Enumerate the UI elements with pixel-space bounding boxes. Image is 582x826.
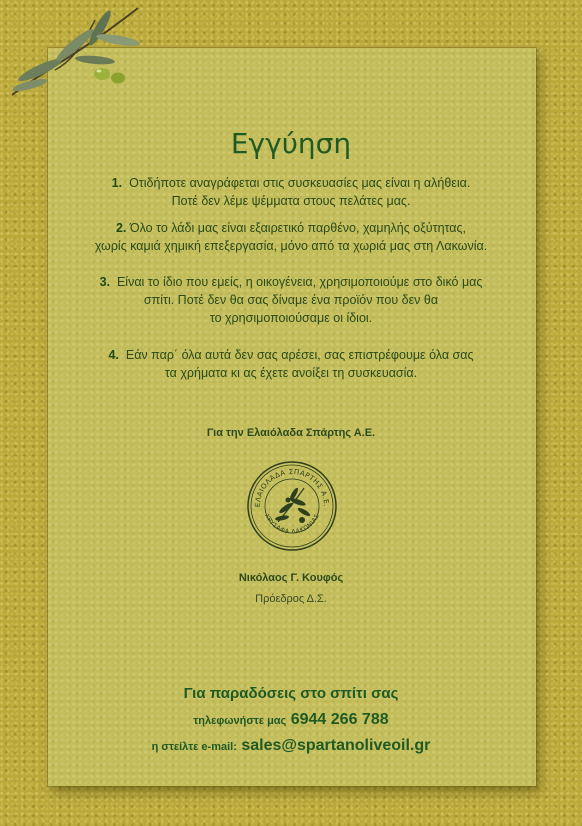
guarantee-item-3: [60, 273, 522, 327]
phone-number[interactable]: 6944 266 788: [290, 711, 389, 728]
item-text: Ποτέ δεν λέμε ψέμματα στους πελάτες μας.: [171, 194, 411, 208]
signer-name: Νικόλαος Γ. Κουφός: [238, 572, 344, 584]
page-title: Εγγύηση: [230, 127, 352, 160]
item-text: τα χρήματα κι ας έχετε ανοίξει τη συσκευασία.: [164, 366, 418, 380]
item-text: Όλο το λάδι μας είναι εξαιρετικό παρθένο, χαμηλής οξύτητας,: [129, 221, 467, 235]
item-text: Είναι το ίδιο που εμείς, η οικογένεια, χρησιμοποιούμε στο δικό μας: [116, 275, 483, 289]
guarantee-item-2: [60, 219, 522, 255]
olive-seal-icon: [246, 460, 338, 552]
item-text: Οτιδήποτε αναγράφεται στις συσκευασίες μας είναι η αλήθεια.: [129, 176, 471, 190]
item-text: Εάν παρ΄ όλα αυτά δεν σας αρέσει, σας επιστρέφουμε όλα σας: [125, 348, 474, 362]
signature-on-behalf: Για την Ελαιόλαδα Σπάρτης Α.Ε.: [206, 427, 376, 439]
guarantee-item-line: [60, 219, 522, 237]
item-number: 2.: [115, 221, 127, 235]
item-number: 1.: [111, 176, 123, 190]
item-text: χωρίς καμιά χημική επεξεργασία, μόνο από τα χωριά μας στη Λακωνία.: [94, 239, 488, 253]
guarantee-item-line: [60, 346, 522, 364]
email-link[interactable]: sales@spartanoliveoil.gr: [241, 737, 431, 754]
guarantee-item-line: [60, 273, 522, 291]
item-text: σπίτι. Ποτέ δεν θα σας δίναμε ένα προϊόν που δεν θα: [143, 293, 439, 307]
svg-text:ΧΡΥΣΑΦΑ ΛΑΚΩΝΙΑΣ: [263, 513, 321, 536]
item-number: 4.: [108, 348, 119, 362]
guarantee-item-1: [60, 174, 522, 210]
guarantee-item-4: [60, 346, 522, 382]
olive-branch-icon: [0, 0, 150, 110]
email-prefix: η στείλτε e-mail:: [151, 741, 237, 753]
delivery-heading: Για παραδόσεις στο σπίτι σας: [183, 685, 399, 702]
guarantee-item-line: [60, 174, 522, 192]
email-line: [0, 737, 582, 755]
signer-role: Πρόεδρος Δ.Σ.: [255, 593, 327, 605]
phone-line: [0, 711, 582, 729]
seal-text-top: ΕΛΑΙΟΛΑΔΑ ΣΠΑΡΤΗΣ Α.Ε.: [253, 467, 331, 508]
phone-prefix: τηλεφωνήστε μας: [193, 715, 287, 727]
item-number: 3.: [99, 275, 110, 289]
seal-text-bottom: ΧΡΥΣΑΦΑ ΛΑΚΩΝΙΑΣ: [263, 512, 321, 536]
item-text: το χρησιμοποιούσαμε οι ίδιοι.: [209, 311, 373, 325]
